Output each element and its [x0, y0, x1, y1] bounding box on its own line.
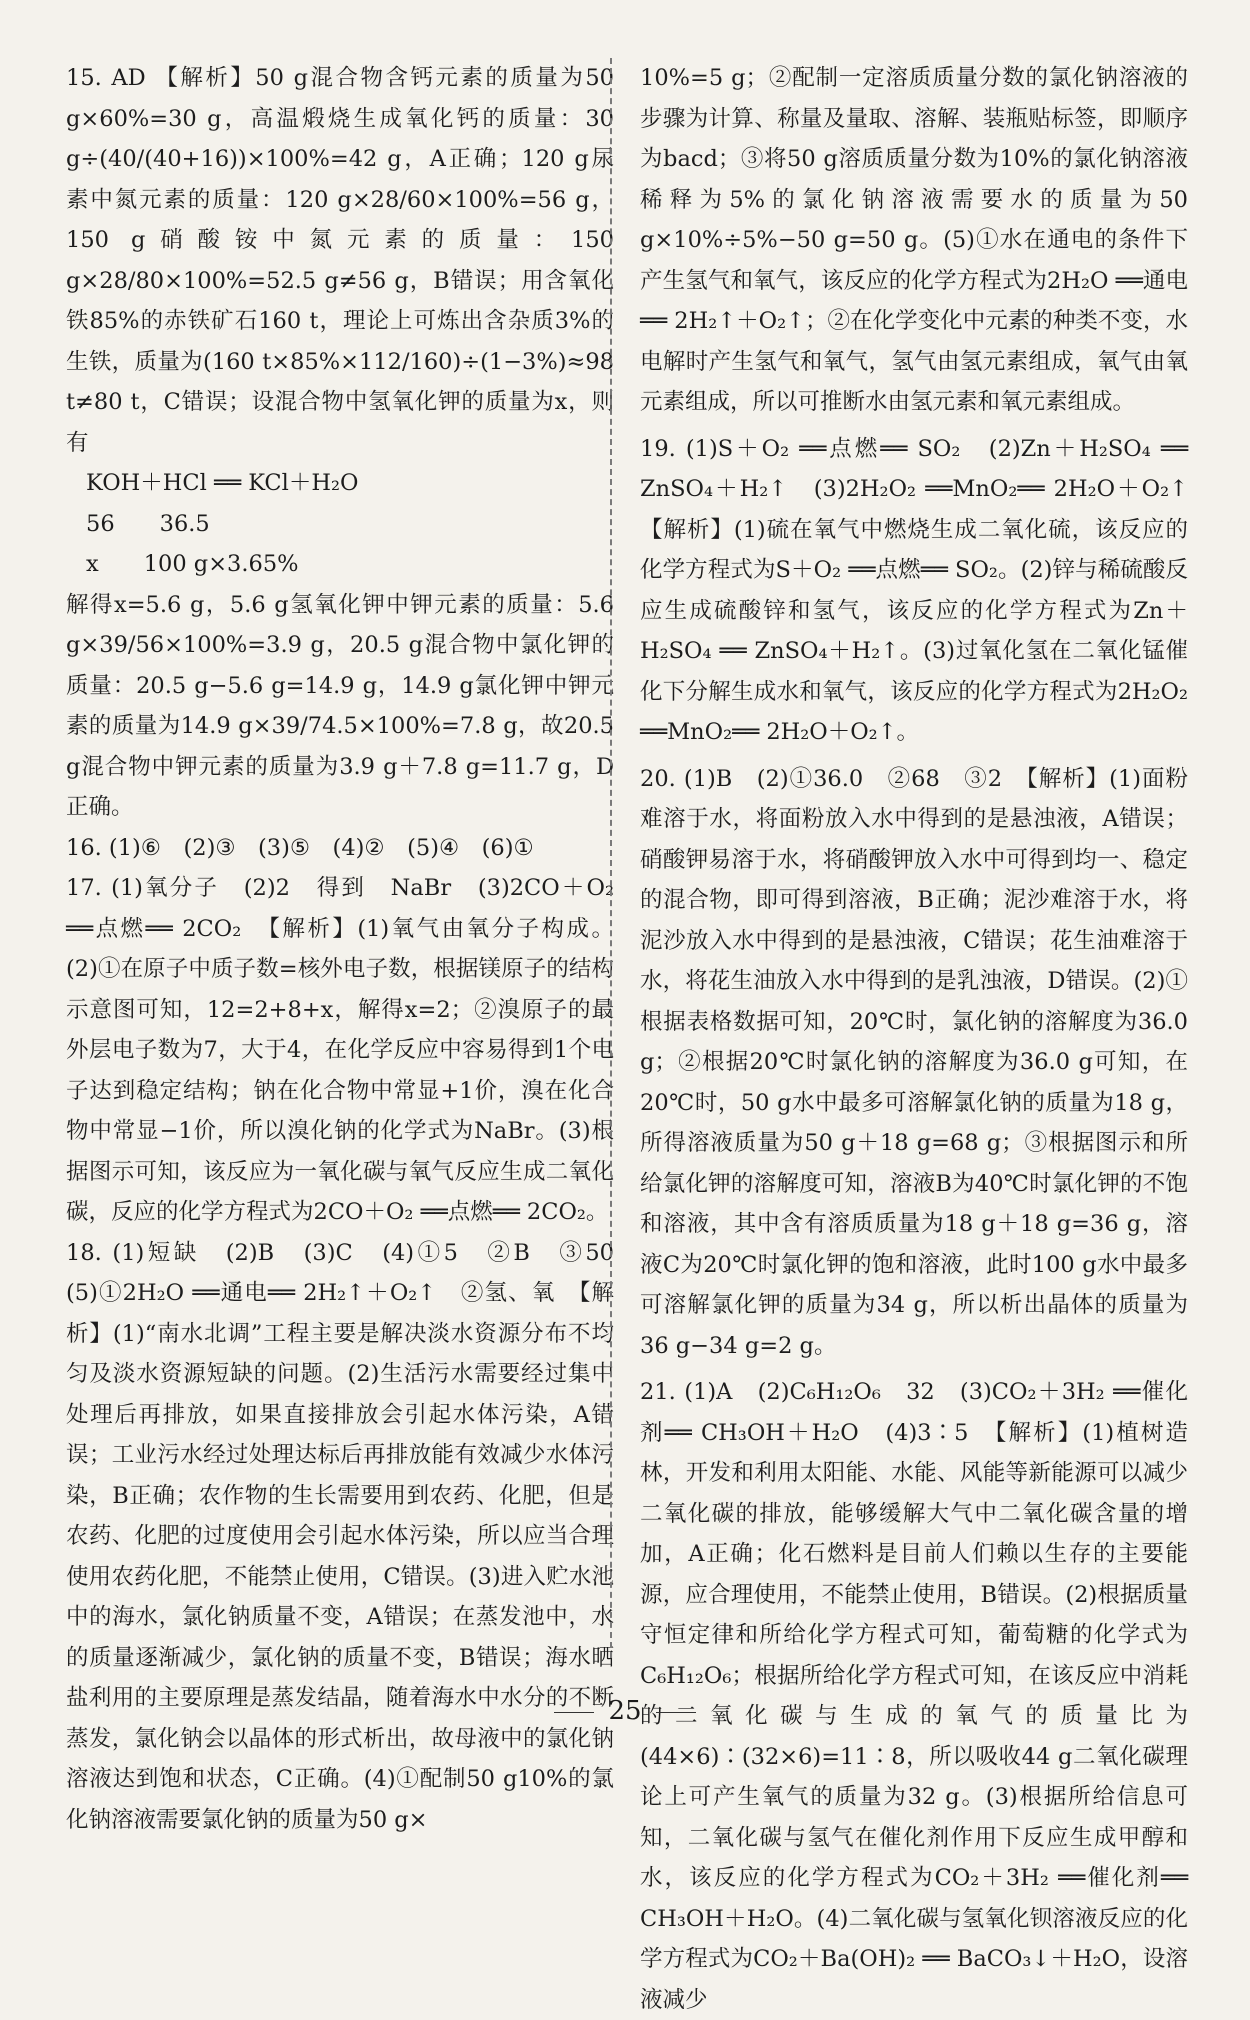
equation-line: KOH＋HCl ══ KCl＋H₂O	[86, 470, 359, 496]
answer-15: 15. AD 【解析】50 g混合物含钙元素的质量为50 g×60%=30 g，高温煅烧生成氧化钙的质量：30 g÷(40/(40+16))×100%=42 g，A正确；120 g尿素中氮元素的质量：120 g×28/60×100%=56 g，150 g硝酸铵中氮元素的质量：150 g×28/80×100%=52.5 g≠56 g，B错误；用含氧化铁85%的赤铁矿石160 t，理论上可炼出含杂质3%的生铁，质量为(160 t×85%×112/160)÷(1−3%)≈98 t≠80 t，C错误；设混合物中氢氧化钾的质量为x，则有	[66, 65, 614, 456]
answer-16: 16. (1)⑥ (2)③ (3)⑤ (4)② (5)④ (6)①	[66, 834, 534, 861]
equation-unknown-line: x 100 g×3.65%	[86, 551, 299, 577]
page-number: 25	[0, 1696, 1250, 1726]
left-column	[66, 58, 637, 1840]
answer-20: 20. (1)B (2)①36.0 ②68 ③2 【解析】(1)面粉难溶于水，将面粉放入水中得到的是悬浊液，A错误；硝酸钾易溶于水，将硝酸钾放入水中可得到均一、稳定的混合物，即可得到溶液，B正确；泥沙难溶于水，将泥沙放入水中得到的是悬浊液，C错误；花生油难溶于水，将花生油放入水中得到的是乳浊液，D错误。(2)①根据表格数据可知，20℃时，氯化钠的溶解度为36.0 g；②根据20℃时氯化钠的溶解度为36.0 g可知，在20℃时，50 g水中最多可溶解氯化钠的质量为18 g，所得溶液质量为50 g＋18 g=68 g；③根据图示和所给氯化钾的溶解度可知，溶液B为40℃时氯化钾的不饱和溶液，其中含有溶质质量为18 g＋18 g=36 g，溶液C为20℃时氯化钾的饱和溶液，此时100 g水中最多可溶解氯化钾的质量为34 g，所以析出晶体的质量为36 g−34 g=2 g。	[640, 765, 1188, 1359]
column-divider	[610, 58, 612, 1658]
answer-19: 19. (1)S＋O₂ ══点燃══ SO₂ (2)Zn＋H₂SO₄ ══ ZnSO₄＋H₂↑ (3)2H₂O₂ ══MnO₂══ 2H₂O＋O₂↑ 【解析】(1)硫在氧气中燃烧生成二氧化硫，该反应的化学方程式为S＋O₂ ══点燃══ SO₂。(2)锌与稀硫酸反应生成硫酸锌和氢气，该反应的化学方程式为Zn＋H₂SO₄ ══ ZnSO₄＋H₂↑。(3)过氧化氢在二氧化锰催化下分解生成水和氧气，该反应的化学方程式为2H₂O₂ ══MnO₂══ 2H₂O＋O₂↑。	[640, 435, 1211, 745]
equation-mass-line: 56 36.5	[86, 510, 210, 537]
answer-18-cont: 10%=5 g；②配制一定溶质质量分数的氯化钠溶液的步骤为计算、称量及量取、溶解、装瓶贴标签，即顺序为bacd；③将50 g溶质质量分数为10%的氯化钠溶液稀释为5%的氯化钠溶液需要水的质量为50 g×10%÷5%−50 g=50 g。(5)①水在通电的条件下产生氢气和氧气，该反应的化学方程式为2H₂O ══通电══ 2H₂↑＋O₂↑；②在化学变化中元素的种类不变，水电解时产生氢气和氧气，氢气由氢元素组成，氧气由氧元素组成，所以可推断水由氢元素和氧元素组成。	[640, 65, 1188, 415]
answer-17: 17. (1)氧分子 (2)2 得到 NaBr (3)2CO＋O₂ ══点燃══ 2CO₂ 【解析】(1)氧气由氧分子构成。(2)①在原子中质子数=核外电子数，根据镁原子的结构示意图可知，12=2+8+x，解得x=2；②溴原子的最外层电子数为7，大于4，在化学反应中容易得到1个电子达到稳定结构；钠在化合物中常显+1价，溴在化合物中常显−1价，所以溴化钠的化学式为NaBr。(3)根据图示可知，该反应为一氧化碳与氧气反应生成二氧化碳，反应的化学方程式为2CO＋O₂ ══点燃══ 2CO₂。	[66, 875, 614, 1225]
answer-15-cont: 解得x=5.6 g，5.6 g氢氧化钾中钾元素的质量：5.6 g×39/56×100%=3.9 g，20.5 g混合物中氯化钾的质量：20.5 g−5.6 g=14.9 g，14.9 g氯化钾中钾元素的质量为14.9 g×39/74.5×100%=7.8 g，故20.5 g混合物中钾元素的质量为3.9 g＋7.8 g=11.7 g，D正确。	[66, 591, 614, 820]
answer-21: 21. (1)A (2)C₆H₁₂O₆ 32 (3)CO₂＋3H₂ ══催化剂══ CH₃OH＋H₂O (4)3∶5 【解析】(1)植树造林，开发和利用太阳能、水能、风能等新能源可以减少二氧化碳的排放，能够缓解大气中二氧化碳含量的增加，A正确；化石燃料是目前人们赖以生存的主要能源，应合理使用，不能禁止使用，B错误。(2)根据质量守恒定律和所给化学方程式可知，葡萄糖的化学式为C₆H₁₂O₆；根据所给化学方程式可知，在该反应中消耗的二氧化碳与生成的氧气的质量比为(44×6)∶(32×6)=11∶8，所以吸收44 g二氧化碳理论上可产生氧气的质量为32 g。(3)根据所给信息可知，二氧化碳与氢气在催化剂作用下反应生成甲醇和水，该反应的化学方程式为CO₂＋3H₂ ══催化剂══ CH₃OH＋H₂O。(4)二氧化碳与氢氧化钡溶液反应的化学方程式为CO₂＋Ba(OH)₂ ══ BaCO₃↓＋H₂O，设溶液减少	[640, 1379, 1188, 2013]
answer-18: 18. (1)短缺 (2)B (3)C (4)①5 ②B ③50 (5)①2H₂O ══通电══ 2H₂↑＋O₂↑ ②氢、氧 【解析】(1)“南水北调”工程主要是解决淡水资源分布不均匀及淡水资源短缺的问题。(2)生活污水需要经过集中处理后再排放，如果直接排放会引起水体污染，A错误；工业污水经过处理达标后再排放能有效减少水体污染，B正确；农作物的生长需要用到农药、化肥，但是农药、化肥的过度使用会引起水体污染，所以应当合理使用农药化肥，不能禁止使用，C错误。(3)进入贮水池中的海水，氯化钠质量不变，A错误；在蒸发池中，水的质量逐渐减少，氯化钠的质量不变，B错误；海水晒盐利用的主要原理是蒸发结晶，随着海水中水分的不断蒸发，氯化钠会以晶体的形式析出，故母液中的氯化钠溶液达到饱和状态，C正确。(4)①配制50 g10%的氯化钠溶液需要氯化钠的质量为50 g×	[66, 1239, 637, 1833]
